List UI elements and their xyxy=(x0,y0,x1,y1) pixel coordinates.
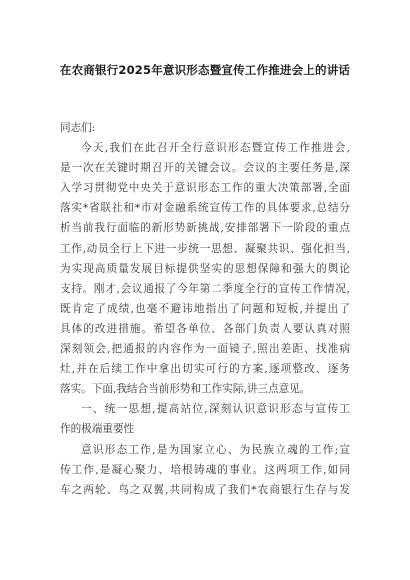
paragraph-line: 为实现高质量发展目标提供坚实的思想保障和强大的舆论 xyxy=(60,262,350,275)
section-heading-line: 作的极端重要性 xyxy=(60,423,135,436)
paragraph-line: 深刻领会,把通报的内容作为一面镜子,照出差距、找准病 xyxy=(60,343,350,356)
document-body xyxy=(60,118,350,500)
document-title: 在农商银行2025年意识形态暨宣传工作推进会上的讲话 xyxy=(59,63,351,77)
salutation: 同志们: xyxy=(60,122,96,134)
paragraph-line: 意识形态工作,是为国家立心、为民族立魂的工作;宣 xyxy=(81,443,350,456)
paragraph-line: 析当前我行面临的新形势新挑战,安排部署下一阶段的重点 xyxy=(60,222,350,235)
section-heading-line: 一、统一思想,提高站位,深刻认识意识形态与宣传工 xyxy=(81,403,350,416)
paragraph-line: 具体的改进措施。希望各单位、各部门负责人要认真对照 xyxy=(60,322,350,335)
paragraph-line: 灶,并在后续工作中拿出切实可行的方案,逐项整改、逐务 xyxy=(60,363,350,376)
paragraph-line: 是一次在关键时期召开的关键会议。会议的主要任务是,深 xyxy=(60,162,350,175)
paragraph-line: 入学习贯彻党中央关于意识形态工作的重大决策部署,全面 xyxy=(60,182,350,195)
paragraph-line: 落实*省联社和*市对金融系统宣传工作的具体要求,总结分 xyxy=(60,202,350,215)
paragraph-line: 工作,动员全行上下进一步统一思想、凝聚共识、强化担当, xyxy=(60,242,350,255)
paragraph-line: 传工作,是凝心聚力、培根铸魂的事业。这两项工作,如同 xyxy=(60,463,350,476)
paragraph-line: 车之两轮、鸟之双翼,共同构成了我们*农商银行生存与发 xyxy=(60,483,350,496)
paragraph-line: 今天,我们在此召开全行意识形态暨宣传工作推进会, xyxy=(81,142,350,155)
paragraph-line: 支持。刚才,会议通报了今年第二季度全行的宣传工作情况, xyxy=(60,282,350,295)
paragraph-line: 落实。下面,我结合当前形势和工作实际,讲三点意见。 xyxy=(60,383,311,396)
paragraph-line: 既肯定了成绩,也毫不避讳地指出了问题和短板,并提出了 xyxy=(60,302,350,315)
